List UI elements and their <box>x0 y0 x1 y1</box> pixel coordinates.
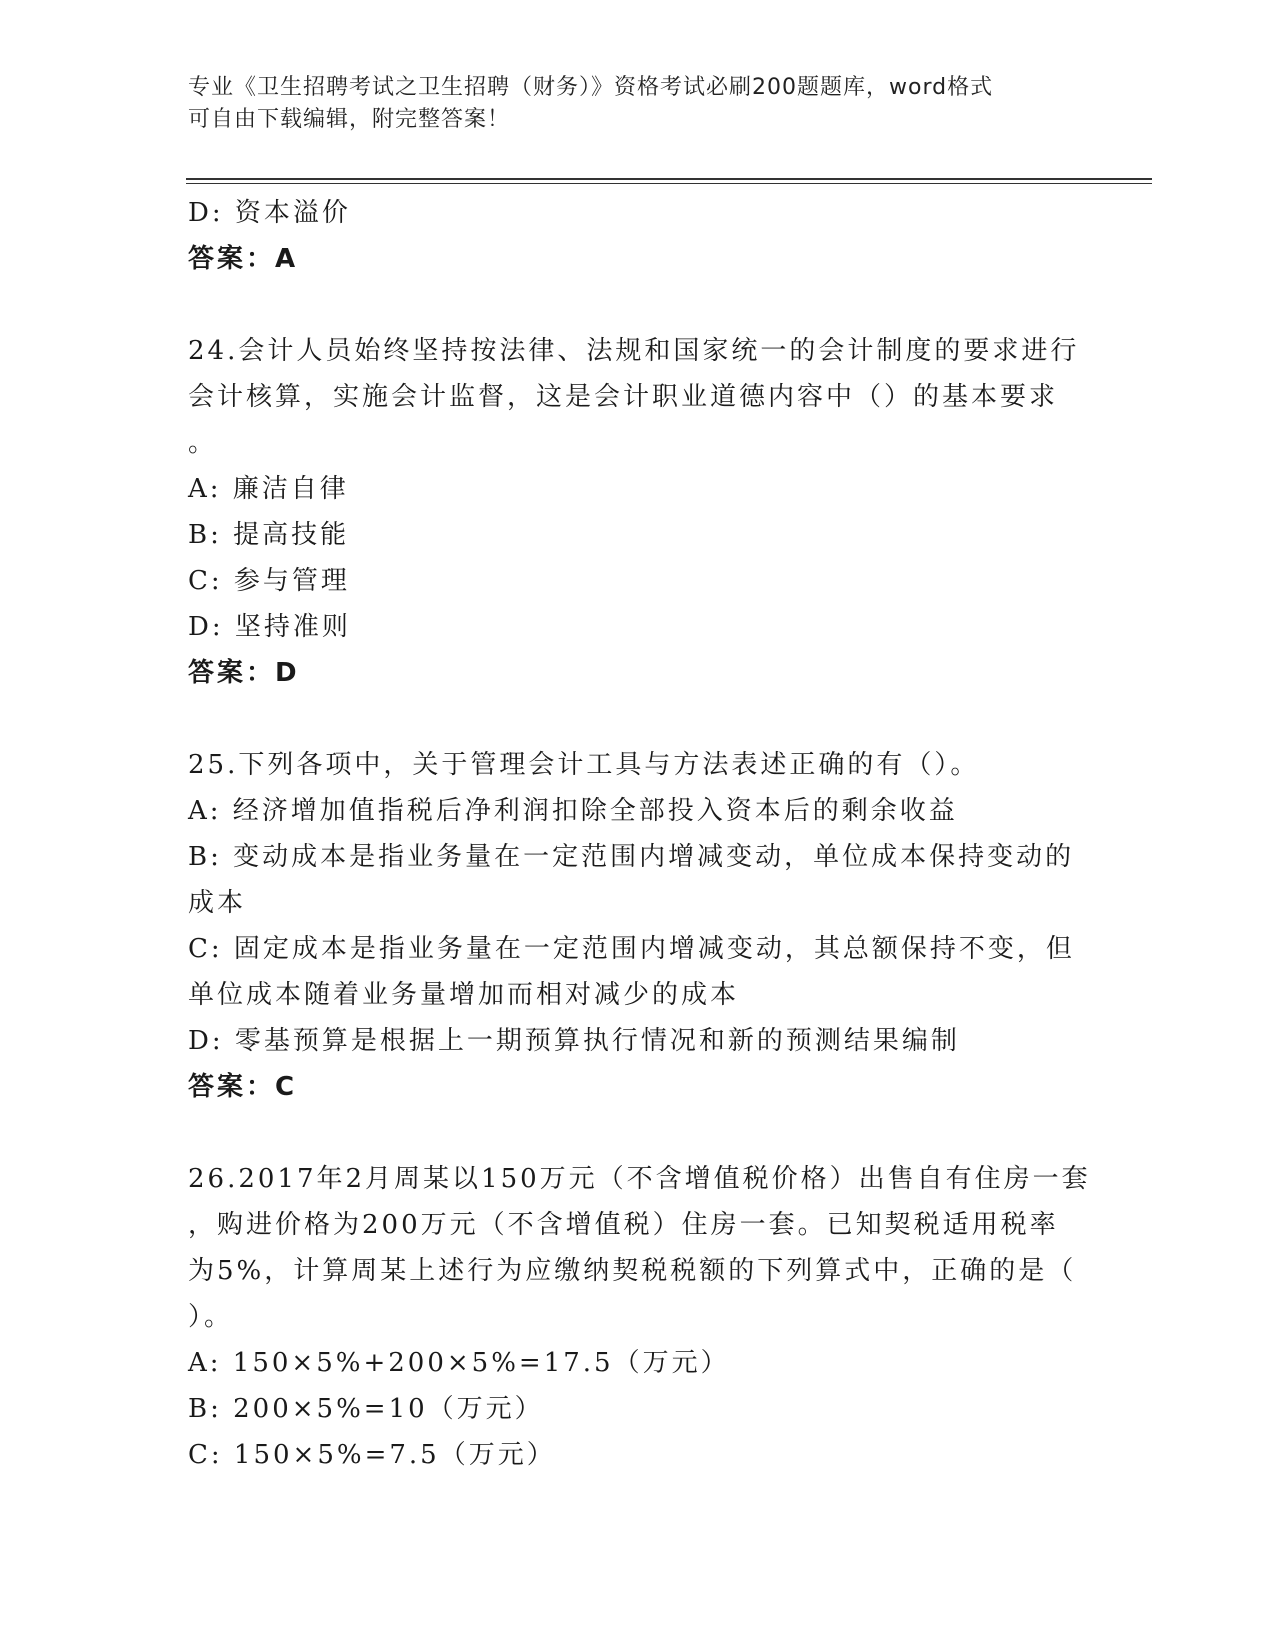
option-c: C: 固定成本是指业务量在一定范围内增减变动，其总额保持不变，但 <box>188 934 1075 964</box>
option-d: D: 资本溢价 <box>188 198 351 228</box>
answer-line: 答案：C <box>188 1072 298 1102</box>
question-stem-line: 为5%，计算周某上述行为应缴纳契税税额的下列算式中，正确的是（ <box>188 1256 1077 1286</box>
option-a: A: 廉洁自律 <box>188 474 349 504</box>
header-title-line-2: 可自由下载编辑，附完整答案！ <box>188 107 511 132</box>
option-a: A: 150×5%+200×5%=17.5（万元） <box>188 1348 730 1378</box>
header-title-line-1: 专业《卫生招聘考试之卫生招聘（财务）》资格考试必刷200题题库，word格式 <box>188 75 994 100</box>
question-stem-line: 25.下列各项中，关于管理会计工具与方法表述正确的有（）。 <box>188 750 980 780</box>
question-stem-line: 。 <box>188 428 218 458</box>
question-stem-line: ）。 <box>188 1302 234 1332</box>
question-23-tail <box>188 190 1088 282</box>
option-a: A: 经济增加值指税后净利润扣除全部投入资本后的剩余收益 <box>188 796 958 826</box>
answer-line: 答案：A <box>188 244 299 274</box>
option-b-continued: 成本 <box>188 888 247 918</box>
option-b: B: 200×5%=10（万元） <box>188 1394 544 1424</box>
header-divider-thin <box>186 183 1152 184</box>
question-stem-line: 会计核算，实施会计监督，这是会计职业道德内容中（）的基本要求 <box>188 382 1059 412</box>
option-c-continued: 单位成本随着业务量增加而相对减少的成本 <box>188 980 740 1010</box>
question-26 <box>188 1156 1091 1478</box>
option-b: B: 提高技能 <box>188 520 350 550</box>
question-25 <box>188 742 1088 1110</box>
answer-line: 答案：D <box>188 658 300 688</box>
question-24 <box>188 328 1088 696</box>
page-header <box>188 72 1068 136</box>
question-stem-line: 24.会计人员始终坚持按法律、法规和国家统一的会计制度的要求进行 <box>188 336 1080 366</box>
option-d: D: 零基预算是根据上一期预算执行情况和新的预测结果编制 <box>188 1026 960 1056</box>
question-stem-line: 26.2017年2月周某以150万元（不含增值税价格）出售自有住房一套 <box>188 1164 1091 1194</box>
option-c: C: 150×5%=7.5（万元） <box>188 1440 556 1470</box>
question-stem-line: ，购进价格为200万元（不含增值税）住房一套。已知契税适用税率 <box>188 1210 1059 1240</box>
option-b: B: 变动成本是指业务量在一定范围内增减变动，单位成本保持变动的 <box>188 842 1075 872</box>
option-d: D: 坚持准则 <box>188 612 351 642</box>
question-content <box>188 190 1091 1478</box>
header-divider <box>186 178 1152 180</box>
option-c: C: 参与管理 <box>188 566 350 596</box>
